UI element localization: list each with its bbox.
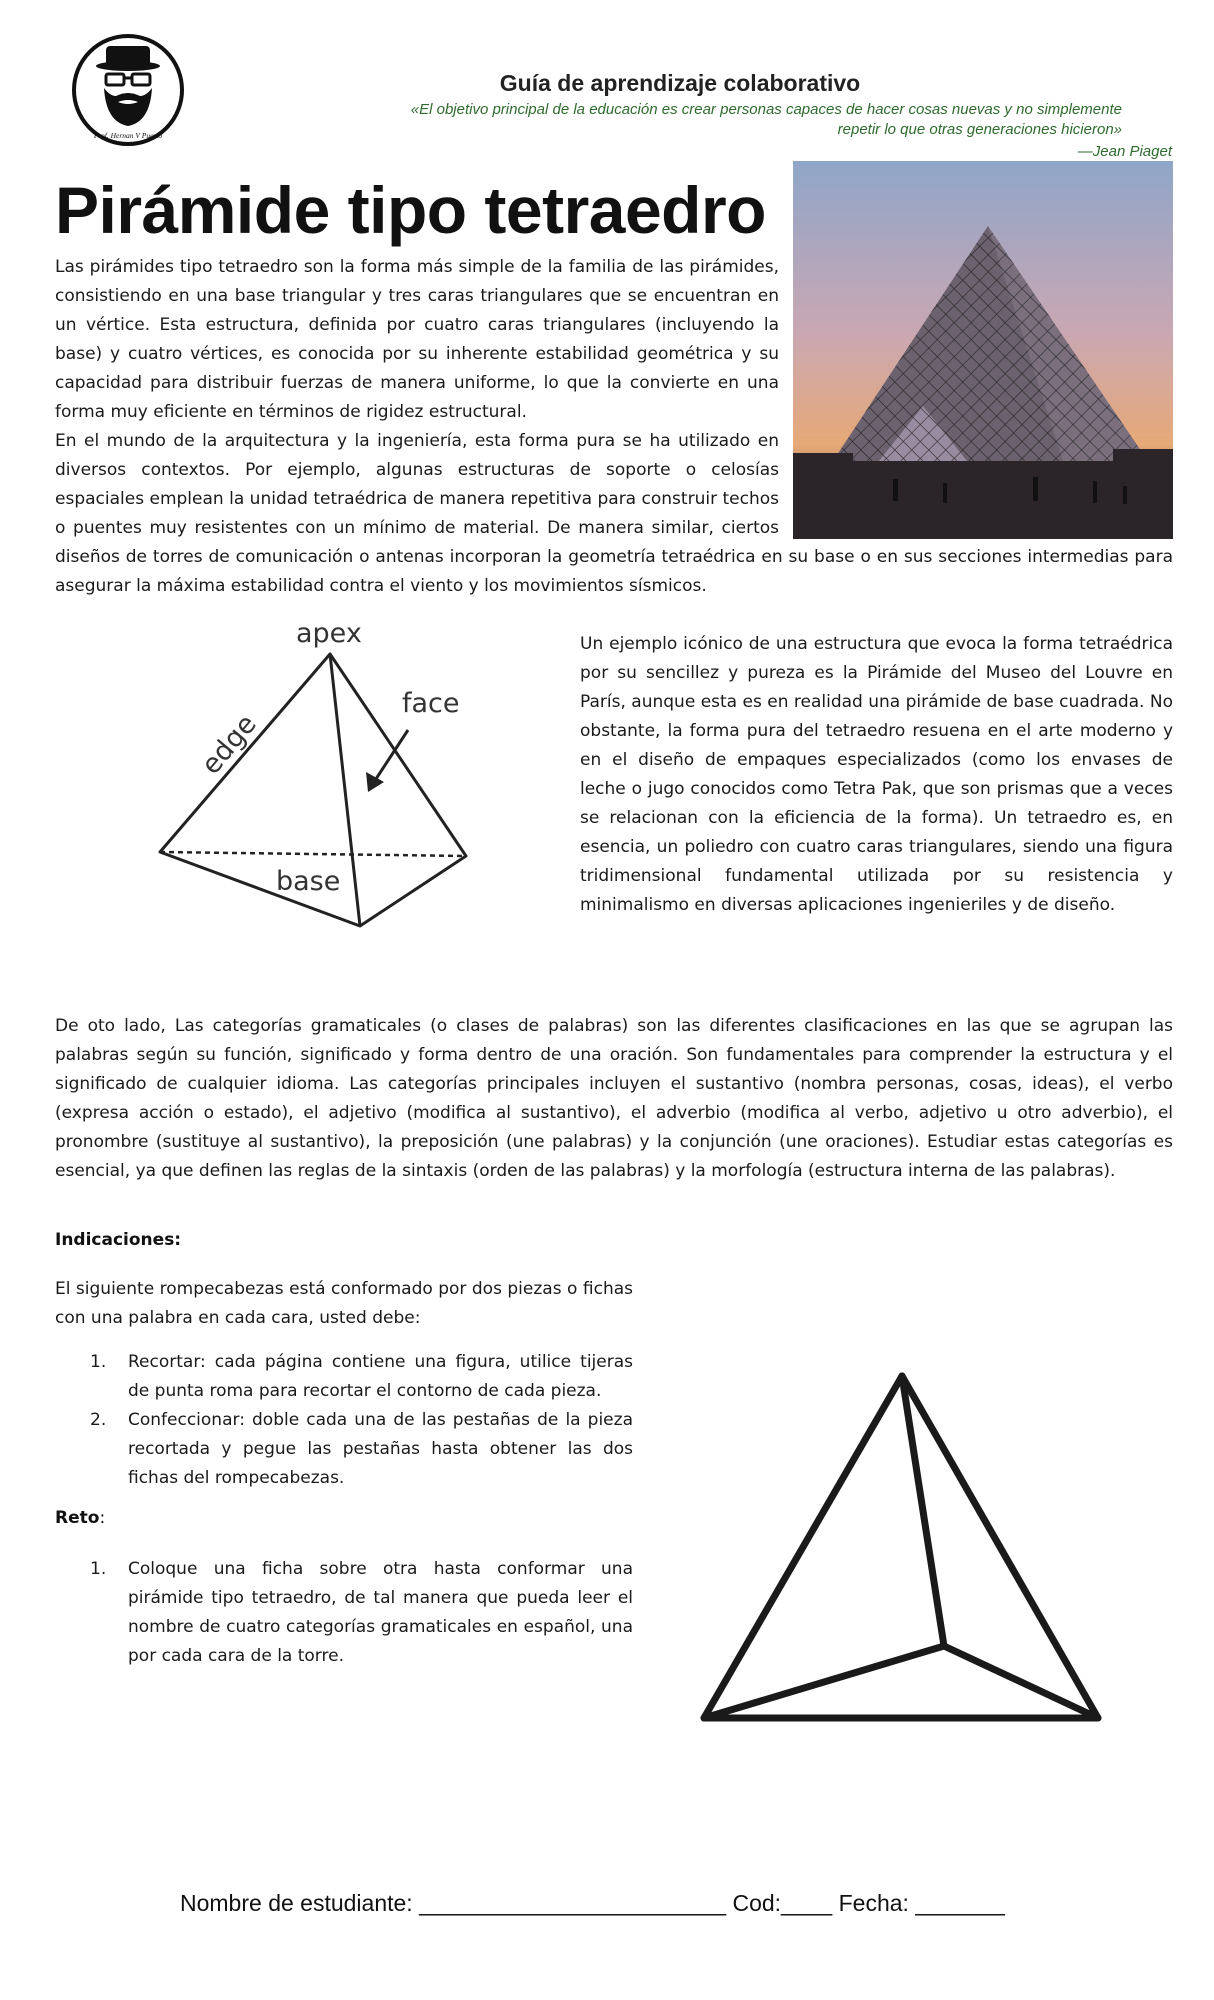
reto-steps <box>55 1555 633 1671</box>
tetrahedron-outline-figure <box>690 1360 1110 1730</box>
intro-section <box>55 253 1173 601</box>
reto-heading-label: Reto <box>55 1508 100 1528</box>
face-label: face <box>402 688 460 719</box>
step-text: Coloque una ficha sobre otra hasta conformar una pirámide tipo tetraedro, de tal manera que pueda leer el nombre de cuatro categorías gramaticales en español, una por cada cara de la torre. <box>128 1559 633 1666</box>
list-item <box>55 1555 633 1671</box>
teacher-logo <box>70 32 186 148</box>
edge-label: edge <box>195 708 263 781</box>
indicaciones-steps <box>55 1348 633 1493</box>
quote-author: —Jean Piaget <box>1077 143 1172 160</box>
quote-line-1: «El objetivo principal de la educación es crear personas capaces de hacer cosas nuevas y no simplemente <box>410 101 1122 118</box>
step-number: 1. <box>90 1559 107 1579</box>
intro-paragraph-1: Las pirámides tipo tetraedro son la forma más simple de la familia de las pirámides, consistiendo en una base triangular y tres caras triangulares que se encuentran en un vértice. Esta estructura, definida por cuatro caras triangulares (incluyendo la base) y cuatro vértices, es conocida por su inherente estabilidad geométrica y su capacidad para distribuir fuerzas de manera uniforme, lo que la convierte en una forma muy eficiente en términos de rigidez estructural. <box>55 257 779 422</box>
list-item <box>55 1406 633 1493</box>
intro-paragraph-2: En el mundo de la arquitectura y la ingeniería, esta forma pura se ha utilizado en diversos contextos. Por ejemplo, algunas estructuras de soporte o celosías espaciales emplean la unidad tetraédrica de manera repetitiva para construir techos o puentes muy resistentes con un mínimo de material. De manera similar, ciertos diseños de torres de comunicación o antenas incorporan la geometría tetraédrica en su base o en sus secciones intermedias para asegurar la máxima estabilidad contra el viento y los movimientos sísmicos. <box>55 431 1173 596</box>
step-text: Confeccionar: doble cada una de las pestañas de la pieza recortada y pegue las pestañas hasta obtener las dos fichas del rompecabezas. <box>128 1410 633 1488</box>
header-title: Guía de aprendizaje colaborativo <box>499 70 861 96</box>
step-number: 1. <box>90 1352 107 1372</box>
page-title: Pirámide tipo tetraedro <box>55 173 766 247</box>
face-arrow <box>374 730 408 782</box>
step-text: Recortar: cada página contiene una figura, utilice tijeras de punta roma para recortar el contorno de cada pieza. <box>128 1352 633 1401</box>
base-label: base <box>276 866 341 897</box>
apex-label: apex <box>296 618 362 649</box>
logo-text: Prof. Hernan V Puerto <box>93 131 163 140</box>
reto-heading-colon: : <box>99 1508 106 1528</box>
tetrahedron-hidden-edge <box>160 852 466 856</box>
step-number: 2. <box>90 1410 107 1430</box>
face-arrow-head <box>366 772 384 792</box>
header-quote <box>300 100 1122 140</box>
categories-paragraph: De oto lado, Las categorías gramaticales (o clases de palabras) son las diferentes clasificaciones en las que se agrupan las palabras según su función, significado y forma dentro de una oración. Son fundamentales para comprender la estructura y el significado de cualquier idioma. Las categorías principales incluyen el sustantivo (nombra personas, cosas, ideas), el verbo (expresa acción o estado), el adjetivo (modifica al sustantivo), el adverbio (modifica al verbo, adjetivo u otro adverbio), el pronombre (sustituye al sustantivo), la preposición (une palabras) y la conjunción (une oraciones). Estudiar estas categorías es esencial, ya que definen las reglas de la sintaxis (orden de las palabras) y la morfología (estructura interna de las palabras). <box>55 1016 1173 1181</box>
list-item <box>55 1348 633 1406</box>
reto-heading <box>55 1508 105 1528</box>
student-info-line: Nombre de estudiante: ________________________ Cod:____ Fecha: _______ <box>180 1890 1005 1916</box>
louvre-pyramid-photo <box>793 161 1173 539</box>
indicaciones-heading: Indicaciones: <box>55 1230 182 1250</box>
quote-line-2: repetir lo que otras generaciones hicieron» <box>837 121 1122 138</box>
indicaciones-intro: El siguiente rompecabezas está conformado por dos piezas o fichas con una palabra en cada cara, usted debe: <box>55 1279 633 1328</box>
louvre-paragraph: Un ejemplo icónico de una estructura que evoca la forma tetraédrica por su sencillez y pureza es la Pirámide del Museo del Louvre en París, aunque esta es en realidad una pirámide de base cuadrada. No obstante, la forma pura del tetraedro resuena en el arte moderno y en el diseño de empaques especializados (como los envases de leche o jugo conocidos como Tetra Pak, que son prismas que a veces se relacionan con la eficiencia de la forma). Un tetraedro es, en esencia, un poliedro con cuatro caras triangulares, siendo una figura tridimensional fundamental utilizada por su resistencia y minimalismo en diversas aplicaciones ingenieriles y de diseño. <box>580 634 1173 915</box>
tetrahedron-diagram <box>140 612 480 932</box>
